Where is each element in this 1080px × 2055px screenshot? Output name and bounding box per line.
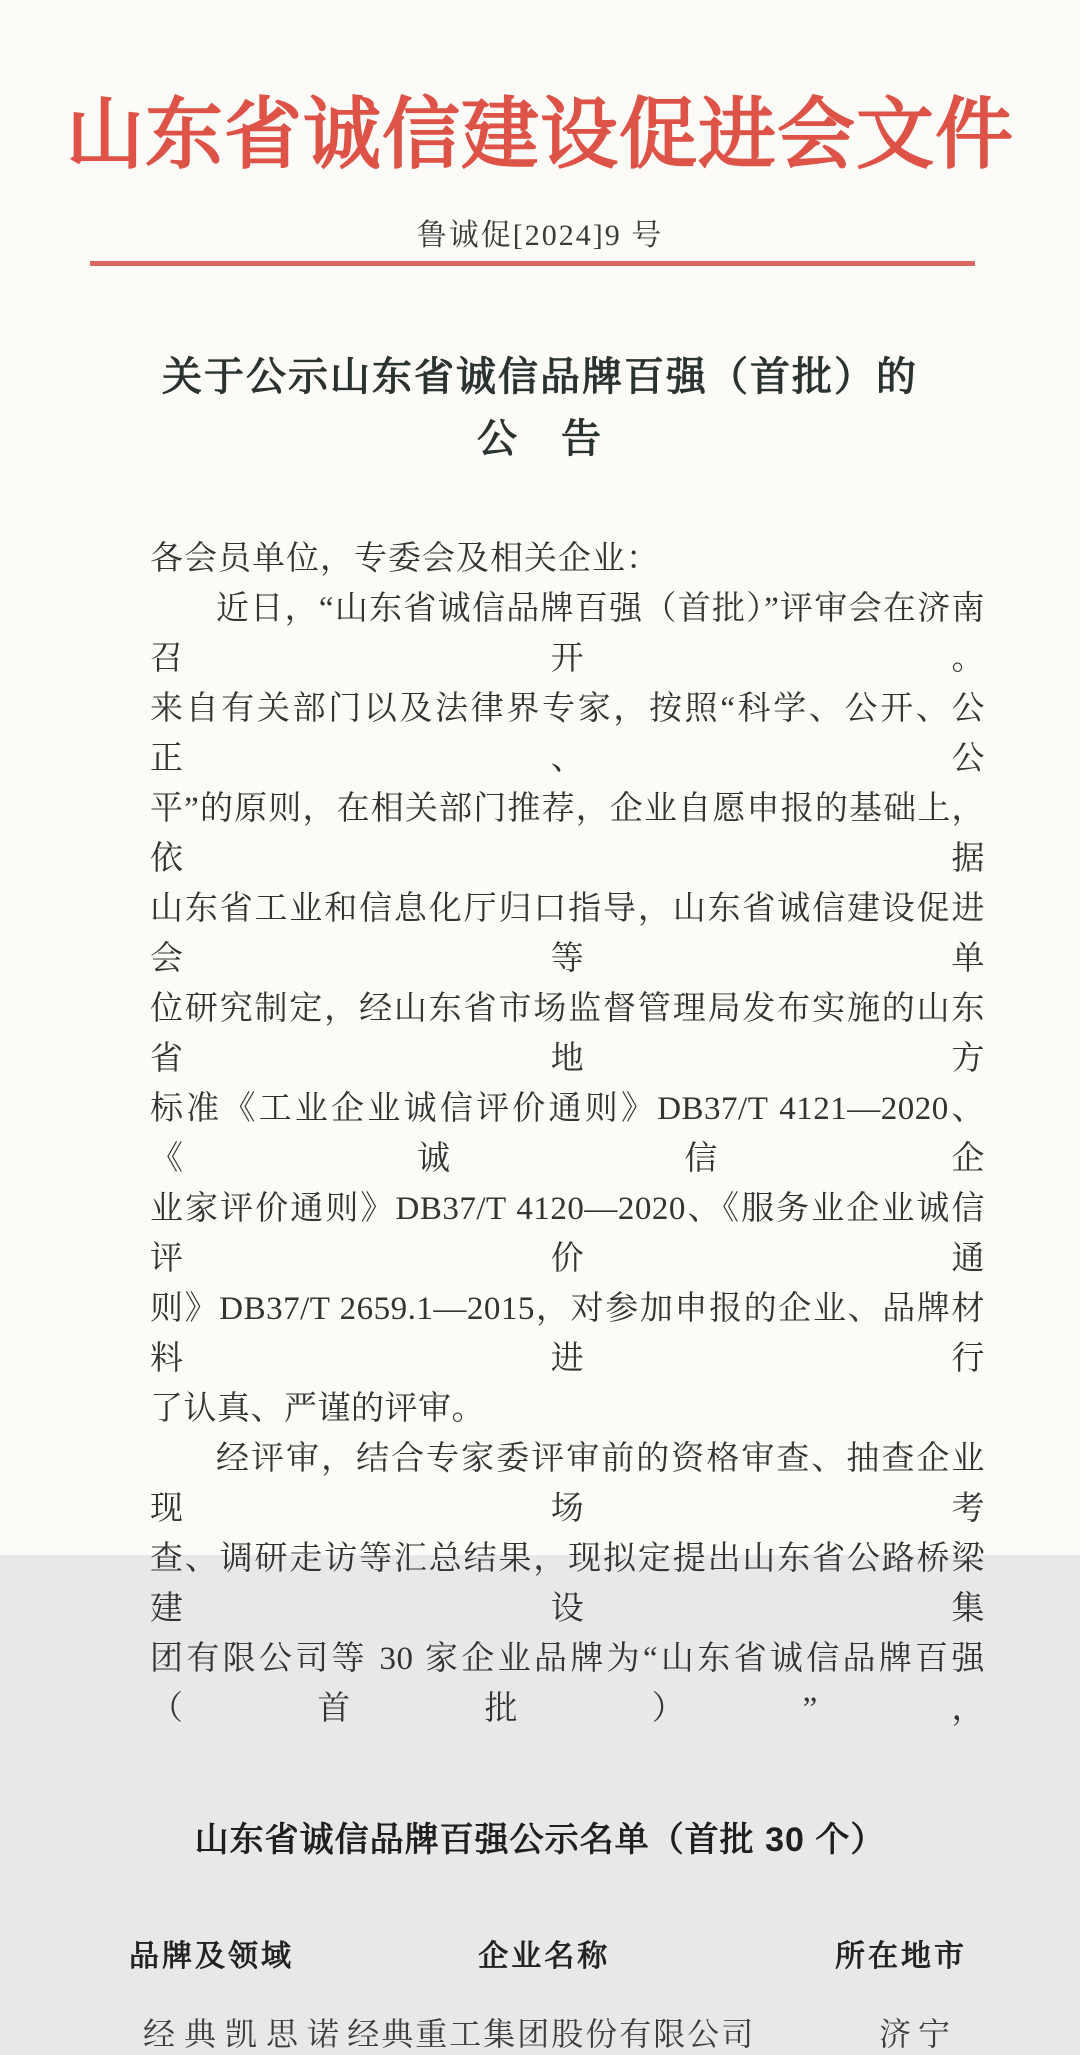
roster-section-title: 山东省诚信品牌百强公示名单（首批 30 个） xyxy=(194,1820,886,1859)
body-text-line: 经评审，结合专家委评审前的资格审查、抽查企业现场考 xyxy=(150,1440,985,1527)
document-number: 鲁诚促[2024]9 号 xyxy=(416,218,664,252)
body-text-line: 近日，“山东省诚信品牌百强（首批）”评审会在济南召开。 xyxy=(150,590,985,677)
roster-body xyxy=(115,2009,985,2055)
red-divider-rule xyxy=(90,261,975,266)
paragraph-review-process xyxy=(150,584,985,1434)
roster-header-row xyxy=(115,1931,985,1975)
body-text-line: 标准《工业企业诚信评价通则》DB37/T 4121—2020、《诚信企 xyxy=(150,1090,985,1177)
document-title xyxy=(120,346,960,470)
document-body xyxy=(150,534,985,1734)
cell-brand: 经典凯思诺 xyxy=(143,2015,349,2052)
body-text-line: 查、调研走访等汇总结果，现拟定提出山东省公路桥梁建设集 xyxy=(150,1540,985,1627)
document-title-line1: 关于公示山东省诚信品牌百强（首批）的 xyxy=(162,353,918,399)
column-header-city: 所在地市 xyxy=(834,1939,967,1973)
cell-company: 经典重工集团股份有限公司 xyxy=(347,2015,756,2052)
salutation-line: 各会员单位，专委会及相关企业： xyxy=(150,540,660,577)
body-text-line: 平”的原则，在相关部门推荐，企业自愿申报的基础上，依据 xyxy=(150,790,985,877)
body-text-line: 团有限公司等 30 家企业品牌为“山东省诚信品牌百强（首批）”， xyxy=(150,1640,985,1727)
body-text-line: 则》DB37/T 2659.1—2015，对参加申报的企业、品牌材料进行 xyxy=(150,1290,985,1377)
document-title-line2: 公 告 xyxy=(477,415,603,461)
column-header-brand-field: 品牌及领域 xyxy=(129,1939,294,1973)
roster-table xyxy=(115,1931,985,2055)
cell-city: 济宁 xyxy=(878,2015,957,2052)
roster-row xyxy=(115,2009,985,2055)
column-header-company-name: 企业名称 xyxy=(478,1939,611,1973)
body-text-line: 来自有关部门以及法律界专家，按照“科学、公开、公正、公 xyxy=(150,690,985,777)
letterhead-title: 山东省诚信建设促进会文件 xyxy=(65,91,1014,178)
body-text-line: 业家评价通则》DB37/T 4120—2020、《服务业企业诚信评价通 xyxy=(150,1190,985,1277)
body-text-line: 了认真、严谨的评审。 xyxy=(150,1390,485,1427)
body-text-line: 位研究制定，经山东省市场监督管理局发布实施的山东省地方 xyxy=(150,990,985,1077)
body-text-line: 山东省工业和信息化厅归口指导，山东省诚信建设促进会等单 xyxy=(150,890,985,977)
paragraph-review-result xyxy=(150,1434,985,1734)
